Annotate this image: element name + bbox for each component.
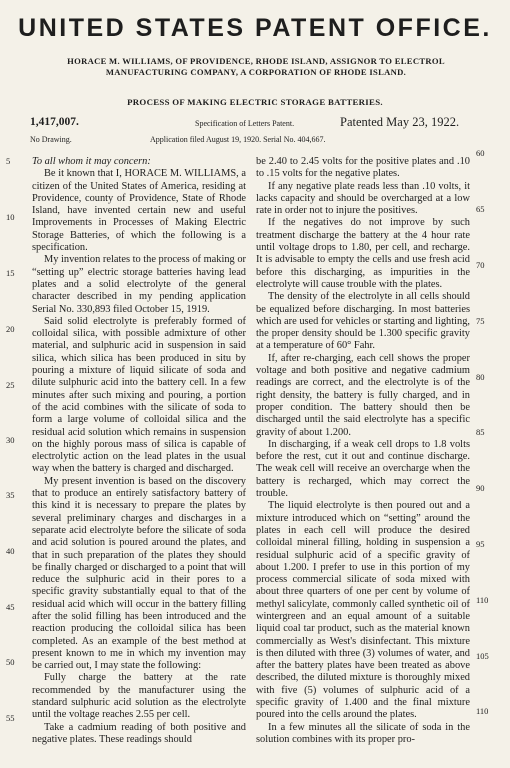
drawing-note: No Drawing. <box>30 135 72 144</box>
line-number: 65 <box>476 204 485 215</box>
paragraph: In a few minutes all the silicate of soda in the solution combines with its proper pro- <box>256 721 470 745</box>
line-number: 35 <box>6 490 15 501</box>
line-number: 90 <box>476 483 485 494</box>
line-number: 10 <box>6 212 15 223</box>
line-number: 50 <box>6 656 15 667</box>
line-number: 95 <box>476 538 485 549</box>
specification-label: Specification of Letters Patent. <box>195 119 295 128</box>
left-text-column <box>32 156 246 746</box>
paragraph: The liquid electrolyte is then poured out and a mixture introduced which on “setting” around the plates in each cell will produce the desired colloidal mineral filling, holding in suspension a residual sulphuric acid of a specific gravity of about 1.200. I prefer to use in this portion of my process commercial silicate of soda mixed with about three quarters of one per cent by volume of methyl salicylate, commonly called synthetic oil of wintergreen and an equal amount of a suitable liquid coal tar product, such as the material known commercially as West's disinfectant. This mixture is then diluted with three (3) volumes of water, and after the battery plates have been treated as above described, the diluted mixture is thoroughly mixed with five (5) volumes of sulphuric acid of a specific gravity of 1.400 and the final mixture poured into the cells around the plates. <box>256 500 470 721</box>
line-number: 55 <box>6 712 15 723</box>
paragraph: be 2.40 to 2.45 volts for the positive plates and .10 to .15 volts for the negative plates. <box>256 156 470 180</box>
patented-date: Patented May 23, 1922. <box>340 115 460 129</box>
paragraph: In discharging, if a weak cell drops to 1.8 volts before the rest, cut it out and continue discharge. The weak cell will receive an overcharge when the battery is recharged, which may correct the trouble. <box>256 438 470 500</box>
line-number: 60 <box>476 148 485 159</box>
paragraph: My invention relates to the process of making or “setting up” electric storage batteries having lead plates and a solid electrolyte of the general character described in my pending application Serial No. 330,893 filed October 15, 1919. <box>32 254 246 315</box>
line-number: 45 <box>6 601 15 612</box>
paragraph: Take a cadmium reading of both positive and negative plates. These readings should <box>32 721 246 745</box>
paragraph: The density of the electrolyte in all cells should be equalized before discharging. In most batteries which are used for vehicles or starting and lighting, the proper density should be 1.300 specific gravity at a temperature of 60° Fahr. <box>256 291 470 352</box>
line-number: 80 <box>476 371 485 382</box>
assignor-line: HORACE M. WILLIAMS, OF PROVIDENCE, RHODE ISLAND, ASSIGNOR TO ELECTROL MANUFACTURING COMPANY, A CORPORATION OF RHODE ISLAND. <box>67 56 445 77</box>
paragraph: Fully charge the battery at the rate recommended by the manufacturer using the standard sulphuric acid solution as the electrolyte until the voltage reaches 2.55 per cell. <box>32 672 246 721</box>
line-number: 75 <box>476 315 485 326</box>
paragraph: If any negative plate reads less than .10 volts, it lacks capacity and should be overcharged at a low rate in order not to injure the positives. <box>256 180 470 217</box>
line-number: 5 <box>6 156 11 167</box>
line-number: 110 <box>476 594 489 605</box>
paragraph: To all whom it may concern: <box>32 156 151 167</box>
document-title: PROCESS OF MAKING ELECTRIC STORAGE BATTERIES. <box>127 97 383 107</box>
paragraph: Said solid electrolyte is preferably formed of colloidal silica, with possible admixture of other material, and sulphuric acid in suspension in said silica, which silica has been produced in situ by pouring a mixture of liquid silicate of soda and dilute sulphuric acid into the battery cell. In a few minutes after such mixing and pouring, a portion of the acid combines with the silicate of soda to form a large volume of colloidal silica and the residual acid solution which remains in suspension on the highly porous mass of silica is capable of electrolytic action on the lead plates in the usual way when the battery is charged and discharged. <box>32 315 246 475</box>
line-number: 25 <box>6 379 15 390</box>
application-filed: Application filed August 19, 1920. Serial No. 404,667. <box>150 135 326 144</box>
line-number: 110 <box>476 706 489 717</box>
line-number: 30 <box>6 434 15 445</box>
right-text-column <box>256 156 470 746</box>
line-number: 70 <box>476 259 485 270</box>
patent-office-title: UNITED STATES PATENT OFFICE. <box>18 14 492 42</box>
paragraph: Be it known that I, HORACE M. WILLIAMS, a citizen of the United States of America, residing at Providence, county of Providence, State of Rhode Island, have invented certain new and useful Improvements in Processes of Making Electric Storage Batteries, of which the following is a specification. <box>32 168 246 254</box>
patent-number: 1,417,007. <box>30 116 79 128</box>
paragraph: If, after re-charging, each cell shows the proper voltage and both positive and negative cadmium readings are correct, and the electrolyte is of the right density, the battery is fully charged, and in proper condition. The battery should then be discharged until the said electrolyte has a specific gravity of about 1.200. <box>256 352 470 438</box>
line-number: 105 <box>476 650 489 661</box>
paragraph: My present invention is based on the discovery that to produce an entirely satisfactory battery of this kind it is necessary to prepare the plates by several preliminary charges and discharges in a separate acid electrolyte before the silicate of soda and acid solution is poured around the plates, and that in such preparation of the plates they should be finally charged or discharged to a point that will reduce the sulphuric acid in their pores to a specific gravity substantially equal to that of the residual acid which will occur in the battery filling after the solid filling has been introduced and the reaction producing the colloidal silica has been completed. As an example of the best method at present known to me in which my invention may be carried out, I may state the following: <box>32 475 246 672</box>
line-number: 15 <box>6 268 15 278</box>
line-number: 20 <box>6 323 15 334</box>
line-number: 85 <box>476 427 485 438</box>
paragraph: If the negatives do not improve by such treatment discharge the battery at the 4 hour rate until voltage drops to 1.80, per cell, and recharge. It is advisable to empty the cells and use fresh acid before this discharging, as impurities in the electrolyte will cause trouble with the plates. <box>256 217 470 290</box>
line-number: 40 <box>6 546 15 557</box>
